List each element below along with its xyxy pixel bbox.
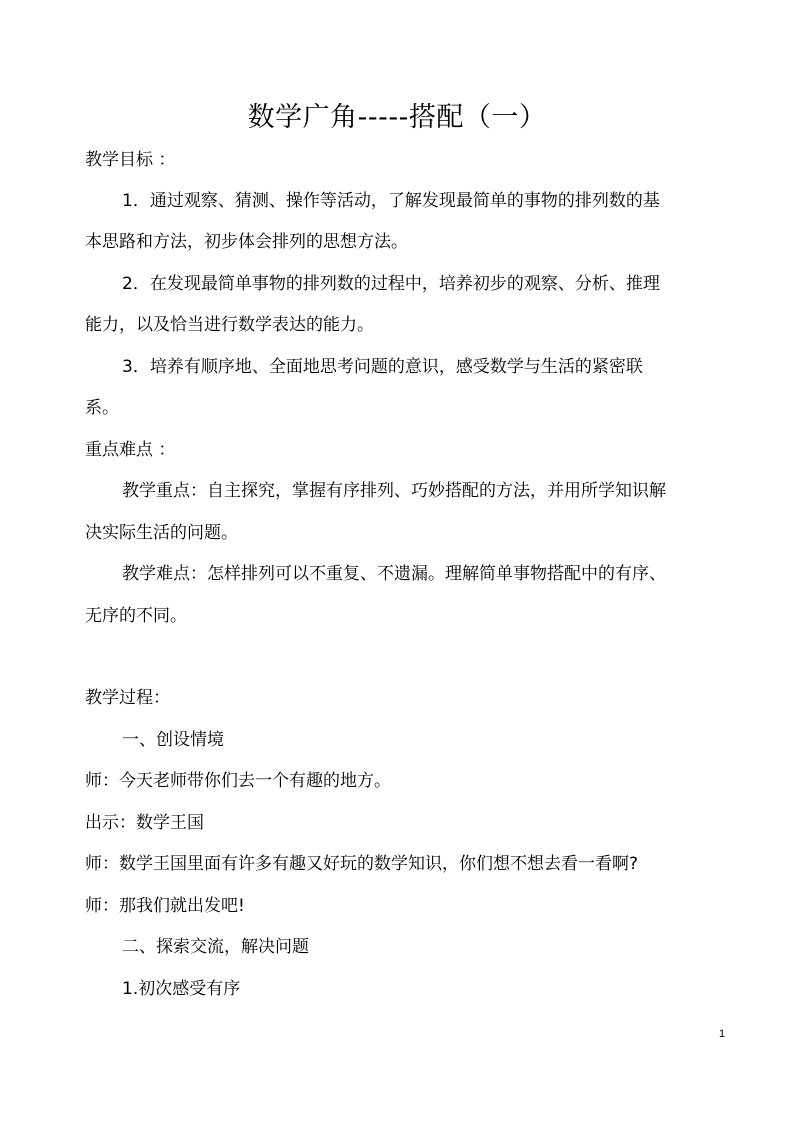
objectives-heading: 教学目标 ： xyxy=(85,150,176,170)
difficult-point-line-1: 教学难点：怎样排列可以不重复、不遗漏。理解简单事物搭配中的有序、 xyxy=(122,564,666,584)
process-line-1: 师：今天老师带你们去一个有趣的地方。 xyxy=(85,771,391,791)
key-point-line-2: 决实际生活的问题。 xyxy=(85,523,238,543)
objective-2-line-2: 能力，以及恰当进行数学表达的能力。 xyxy=(85,315,374,335)
objective-2-line-1: 2．在发现最简单事物的排列数的过程中，培养初步的观察、分析、推理 xyxy=(122,274,660,294)
key-points-heading: 重点难点 ： xyxy=(85,440,176,460)
document-title: 数学广角-----搭配（一） xyxy=(247,102,547,133)
section-heading-2: 二、探索交流，解决问题 xyxy=(122,937,309,957)
process-line-2: 出示：数学王国 xyxy=(85,813,204,833)
objective-1-line-2: 本思路和方法，初步体会排列的思想方法。 xyxy=(85,232,408,252)
process-line-3: 师：数学王国里面有许多有趣又好玩的数学知识，你们想不想去看一看啊? xyxy=(85,854,639,874)
process-heading: 教学过程： xyxy=(85,688,170,708)
page-number: 1 xyxy=(719,1028,726,1040)
objective-3-line-1: 3．培养有顺序地、全面地思考问题的意识，感受数学与生活的紧密联 xyxy=(122,357,643,377)
process-line-4: 师：那我们就出发吧! xyxy=(85,896,245,916)
subsection-heading-1: 1.初次感受有序 xyxy=(122,979,241,999)
key-point-line-1: 教学重点：自主探究，掌握有序排列、巧妙搭配的方法，并用所学知识解 xyxy=(122,481,666,501)
objective-1-line-1: 1．通过观察、猜测、操作等活动，了解发现最简单的事物的排列数的基 xyxy=(122,191,660,211)
difficult-point-line-2: 无序的不同。 xyxy=(85,606,187,626)
section-heading-1: 一、创设情境 xyxy=(122,730,224,750)
objective-3-line-2: 系。 xyxy=(85,398,119,418)
